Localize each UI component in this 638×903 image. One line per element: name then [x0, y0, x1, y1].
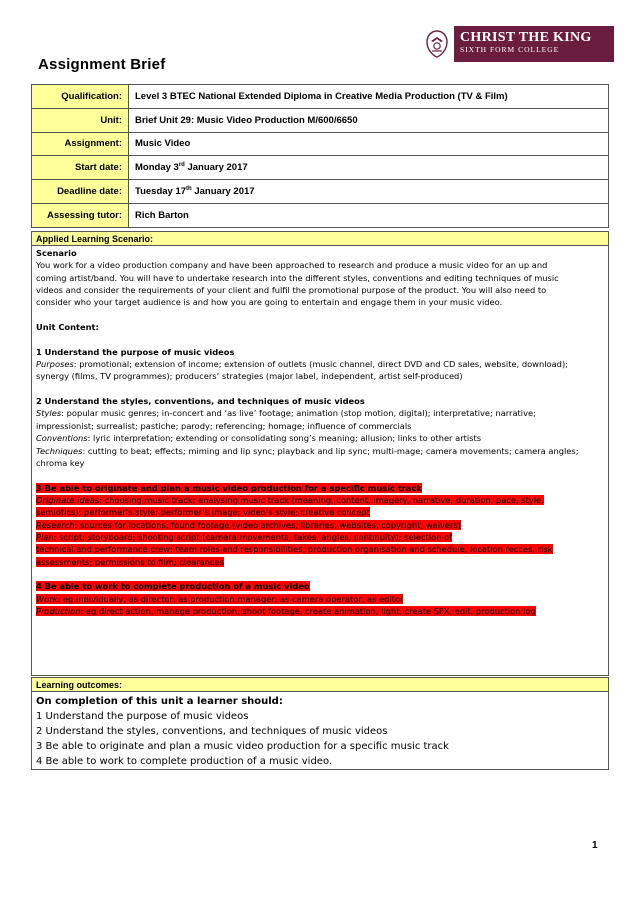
deadline-suffix: th [186, 186, 192, 192]
deadline-value [129, 180, 609, 204]
deadline-label: Deadline date: [32, 180, 129, 204]
originate-line-2 [36, 506, 604, 518]
qualification-value: Level 3 BTEC National Extended Diploma in Creative Media Production (TV & Film) [129, 85, 609, 109]
purposes-label: Purposes [36, 359, 74, 370]
plan-label: Plan [36, 531, 54, 542]
techniques-text: : cutting to beat; effects; miming and lip sync; playback and lip sync; multi-mage; camera movements; camera angles; [82, 445, 579, 456]
scenario-body [32, 246, 608, 618]
conventions-label: Conventions [36, 433, 88, 444]
originate-line [36, 494, 604, 506]
lo4-title: 4 Be able to work to complete production of a music video [36, 581, 310, 592]
assignment-row [32, 132, 609, 156]
techniques-line-2: chroma key [36, 457, 85, 468]
unit-content-heading: Unit Content: [36, 322, 99, 333]
deadline-day: Tuesday 17 [135, 186, 187, 198]
styles-line [36, 407, 604, 419]
qualification-row [32, 85, 609, 109]
scenario-line: consider who your target audience is and how you are going to entertain and engage them in your music video. [36, 297, 503, 308]
techniques-label: Techniques [36, 445, 83, 456]
logo-line2: SIXTH FORM COLLEGE [460, 45, 560, 54]
plan-text-3: assessments; permissions to film; clearances [36, 556, 225, 567]
work-label: Work [36, 593, 58, 604]
learning-outcome-item: 1 Understand the purpose of music videos [36, 711, 249, 722]
conventions-text: : lyric interpretation; extending or consolidating song’s meaning; allusion; links to other artists [87, 433, 482, 444]
production-text: : eg direct action, manage production, shoot footage, create animation, light, create SFX, edit, production log [80, 605, 536, 616]
purposes-text: : promotional; extension of income; extension of outlets (music channel, direct DVD and CD sales, website, download); [73, 359, 568, 370]
start-date-suffix: rd [178, 162, 185, 169]
purposes-line [36, 358, 604, 370]
start-date-value [129, 156, 609, 180]
conventions-line [36, 432, 604, 444]
college-logo [424, 26, 614, 62]
research-text: : sources for locations; found footage (video archives, libraries, websites, copyright, waivers) [74, 519, 461, 530]
work-text: : eg individually, as director, as production manager, as camera operator, as editor [57, 593, 404, 604]
learning-outcomes-intro: On completion of this unit a learner should: [36, 696, 283, 707]
learning-outcome-item: 3 Be able to originate and plan a music video production for a specific music track [36, 741, 449, 752]
start-date-month: January 2017 [184, 162, 248, 174]
plan-line [36, 531, 604, 543]
scenario-line: You work for a video production company and have been approached to research and produce a music video for an up and [36, 260, 548, 271]
logo-line1: CHRIST THE KING [460, 30, 592, 45]
scenario-line: videos and consider the requirements of your client and fulfil the promotional purpose of the product. You will also need to [36, 285, 547, 296]
scenario-line: coming artist/band. You will have to undertake research into the different styles, conventions and editing techniques of music [36, 272, 559, 283]
assignment-value: Music Video [129, 132, 609, 156]
logo-plate [454, 26, 614, 62]
unit-value: Brief Unit 29: Music Video Production M/600/6650 [129, 108, 609, 132]
work-line [36, 593, 604, 605]
lo3-title-line [36, 482, 604, 494]
scenario-box [31, 231, 609, 676]
assignment-label: Assignment: [32, 132, 129, 156]
styles-line-2: impressionist; surrealist; pastiche; parody; referencing; homage; influence of commercials [36, 420, 412, 431]
scenario-heading: Scenario [36, 248, 77, 258]
learning-outcomes-body [32, 692, 608, 771]
plan-line-2 [36, 543, 604, 555]
start-date-label: Start date: [32, 156, 129, 180]
lo1-title: 1 Understand the purpose of music videos [36, 346, 235, 357]
start-date-day: Monday 3 [135, 162, 179, 174]
page-number: 1 [592, 840, 598, 851]
tutor-label: Assessing tutor: [32, 203, 129, 227]
unit-row [32, 108, 609, 132]
tutor-row [32, 203, 609, 227]
qualification-label: Qualification: [32, 85, 129, 109]
start-date-row [32, 156, 609, 180]
originate-text: : choosing music track; analysing music track (meaning, content, imagery, narrative, duration, pace, style, [99, 494, 544, 505]
lo2-title: 2 Understand the styles, conventions, and techniques of music videos [36, 396, 365, 407]
learning-outcomes-box [31, 677, 609, 770]
tutor-value: Rich Barton [129, 203, 609, 227]
production-line [36, 605, 604, 617]
styles-label: Styles [36, 408, 62, 419]
purposes-line-2: synergy (films, TV programmes); producers’ strategies (major label, independent, artist self-produced) [36, 371, 463, 382]
learning-outcome-item: 2 Understand the styles, conventions, and techniques of music videos [36, 726, 388, 737]
deadline-row [32, 180, 609, 204]
learning-outcome-item: 4 Be able to work to complete production of a music video. [36, 756, 333, 767]
styles-text: : popular music genres; in-concert and ‘as live’ footage; animation (stop motion, digital); interpretative; narrative; [61, 408, 536, 419]
production-label: Production [36, 605, 81, 616]
scenario-header: Applied Learning Scenario: [32, 232, 608, 246]
info-table [31, 84, 609, 228]
techniques-line [36, 445, 604, 457]
research-line [36, 519, 604, 531]
lo4-title-line [36, 580, 604, 592]
plan-text: : script; storyboard; shooting script (camera movements, takes, angles, continuity); selection of [53, 531, 453, 542]
lo3-title: 3 Be able to originate and plan a music video production for a specific music track [36, 482, 422, 493]
originate-text-2: semiotics); performer’s style; performer’s image; video’s style; creative concept [36, 507, 370, 518]
research-label: Research [36, 519, 75, 530]
originate-label: Originate ideas [36, 494, 100, 505]
plan-text-2: technical and performance crew; team roles and responsibilities, production organisation and schedule, location recces, risk [36, 544, 553, 555]
unit-label: Unit: [32, 108, 129, 132]
crest-icon [424, 29, 450, 59]
learning-outcomes-header: Learning outcomes: [32, 678, 608, 692]
plan-line-3 [36, 556, 604, 568]
page-title: Assignment Brief [38, 56, 166, 73]
deadline-month: January 2017 [191, 186, 255, 198]
